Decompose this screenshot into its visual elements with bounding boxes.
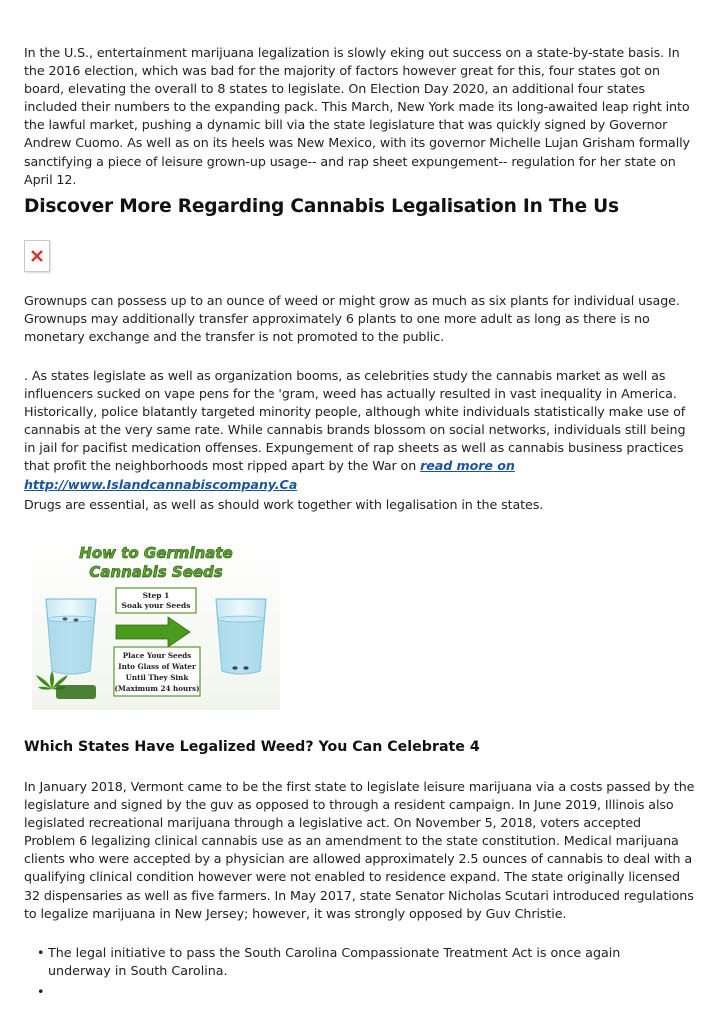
intro-paragraph: In the U.S., entertainment marijuana legalization is slowly eking out success on a state-by-state basis. In the 2016 election, which was bad for the majority of factors however great for this, four states got on board, elevating the overall to 8 states to legislate. On Election Day 2020, an additional four states included their numbers to the expanding pack. This March, New York made its long-awaited leap right into the lawful market, pushing a dynamic bill via the state legislature that was quickly signed by Governor Andrew Cuomo. As well as on its heels was New Mexico, with its governor Michelle Lujan Grisham formally sanctifying a piece of leisure grown-up usage-- and rap sheet expungement-- regulation for her state on April 12. <box>24 45 690 187</box>
bullet-list <box>37 944 677 1000</box>
instruction-line-2: Into Glass of Water <box>118 662 196 671</box>
paragraph-states <box>24 367 696 494</box>
list-item-text: The legal initiative to pass the South Carolina Compassionate Treatment Act is once again underway in South Carolina. <box>48 945 621 979</box>
instruction-line-1: Place Your Seeds <box>122 651 192 660</box>
instruction-line-4: (Maximum 24 hours) <box>114 684 200 693</box>
right-water-glass <box>216 599 266 674</box>
infographic-title-line2: Cannabis Seeds <box>89 563 223 581</box>
paragraph-drugs: Drugs are essential, as well as should work together with legalisation in the states. <box>24 497 544 512</box>
germination-infographic <box>32 537 280 710</box>
read-more-link[interactable]: read more on http://www.Islandcannabiscompany.Ca <box>24 458 515 492</box>
paragraph-states-text: . As states legislate as well as organization booms, as celebrities study the cannabis market as well as influencers sucked on vape pens for the 'gram, weed has actually resulted in vast inequality in America. Historically, police blatantly targeted minority people, although white individuals statistically make use of cannabis at the very same rate. While cannabis brands blossom on social networks, individuals still being in jail for pacifist medication offenses. Expungement of rap sheets as well as cannabis business practices that profit the neighborhoods most ripped apart by the War on <box>24 368 686 474</box>
section-heading-states: Which States Have Legalized Weed? You Can Celebrate 4 <box>24 739 480 755</box>
section-heading-main: Discover More Regarding Cannabis Legalisation In The Us <box>24 196 619 217</box>
paragraph-adults: Grownups can possess up to an ounce of weed or might grow as much as six plants for individual usage. Grownups may additionally transfer approximately 6 plants to one more adult as long as there is no monetary exchange and the transfer is not promoted to the public. <box>24 293 680 345</box>
bullet-marker: • <box>37 945 45 960</box>
broken-image-icon <box>24 240 50 272</box>
paragraph-vermont: In January 2018, Vermont came to be the first state to legislate leisure marijuana via a costs passed by the legislature and signed by the guv as opposed to through a resident campaign. In June 2019, Illinois also legislated recreational marijuana through a legislative act. On November 5, 2018, voters accepted Problem 6 legalizing clinical cannabis use as an amendment to the state constitution. Medical marijuana clients who were accepted by a physician are allowed approximately 2.5 ounces of cannabis to deal with a qualifying clinical condition however were not enabled to residence expand. The state originally licensed 32 dispensaries as well as five farmers. In May 2017, state Senator Nicholas Scutari introduced regulations to legalize marijuana in New Jersey; however, it was strongly opposed by Guv Christie. <box>24 779 695 921</box>
infographic-title-line1: How to Germinate <box>79 544 233 562</box>
list-item <box>37 944 677 980</box>
instruction-line-3: Until They Sink <box>125 673 189 682</box>
bullet-marker: • <box>37 984 45 1000</box>
left-water-glass <box>46 599 96 674</box>
step-label: Step 1 <box>142 591 170 600</box>
step-text: Soak your Seeds <box>121 601 191 610</box>
